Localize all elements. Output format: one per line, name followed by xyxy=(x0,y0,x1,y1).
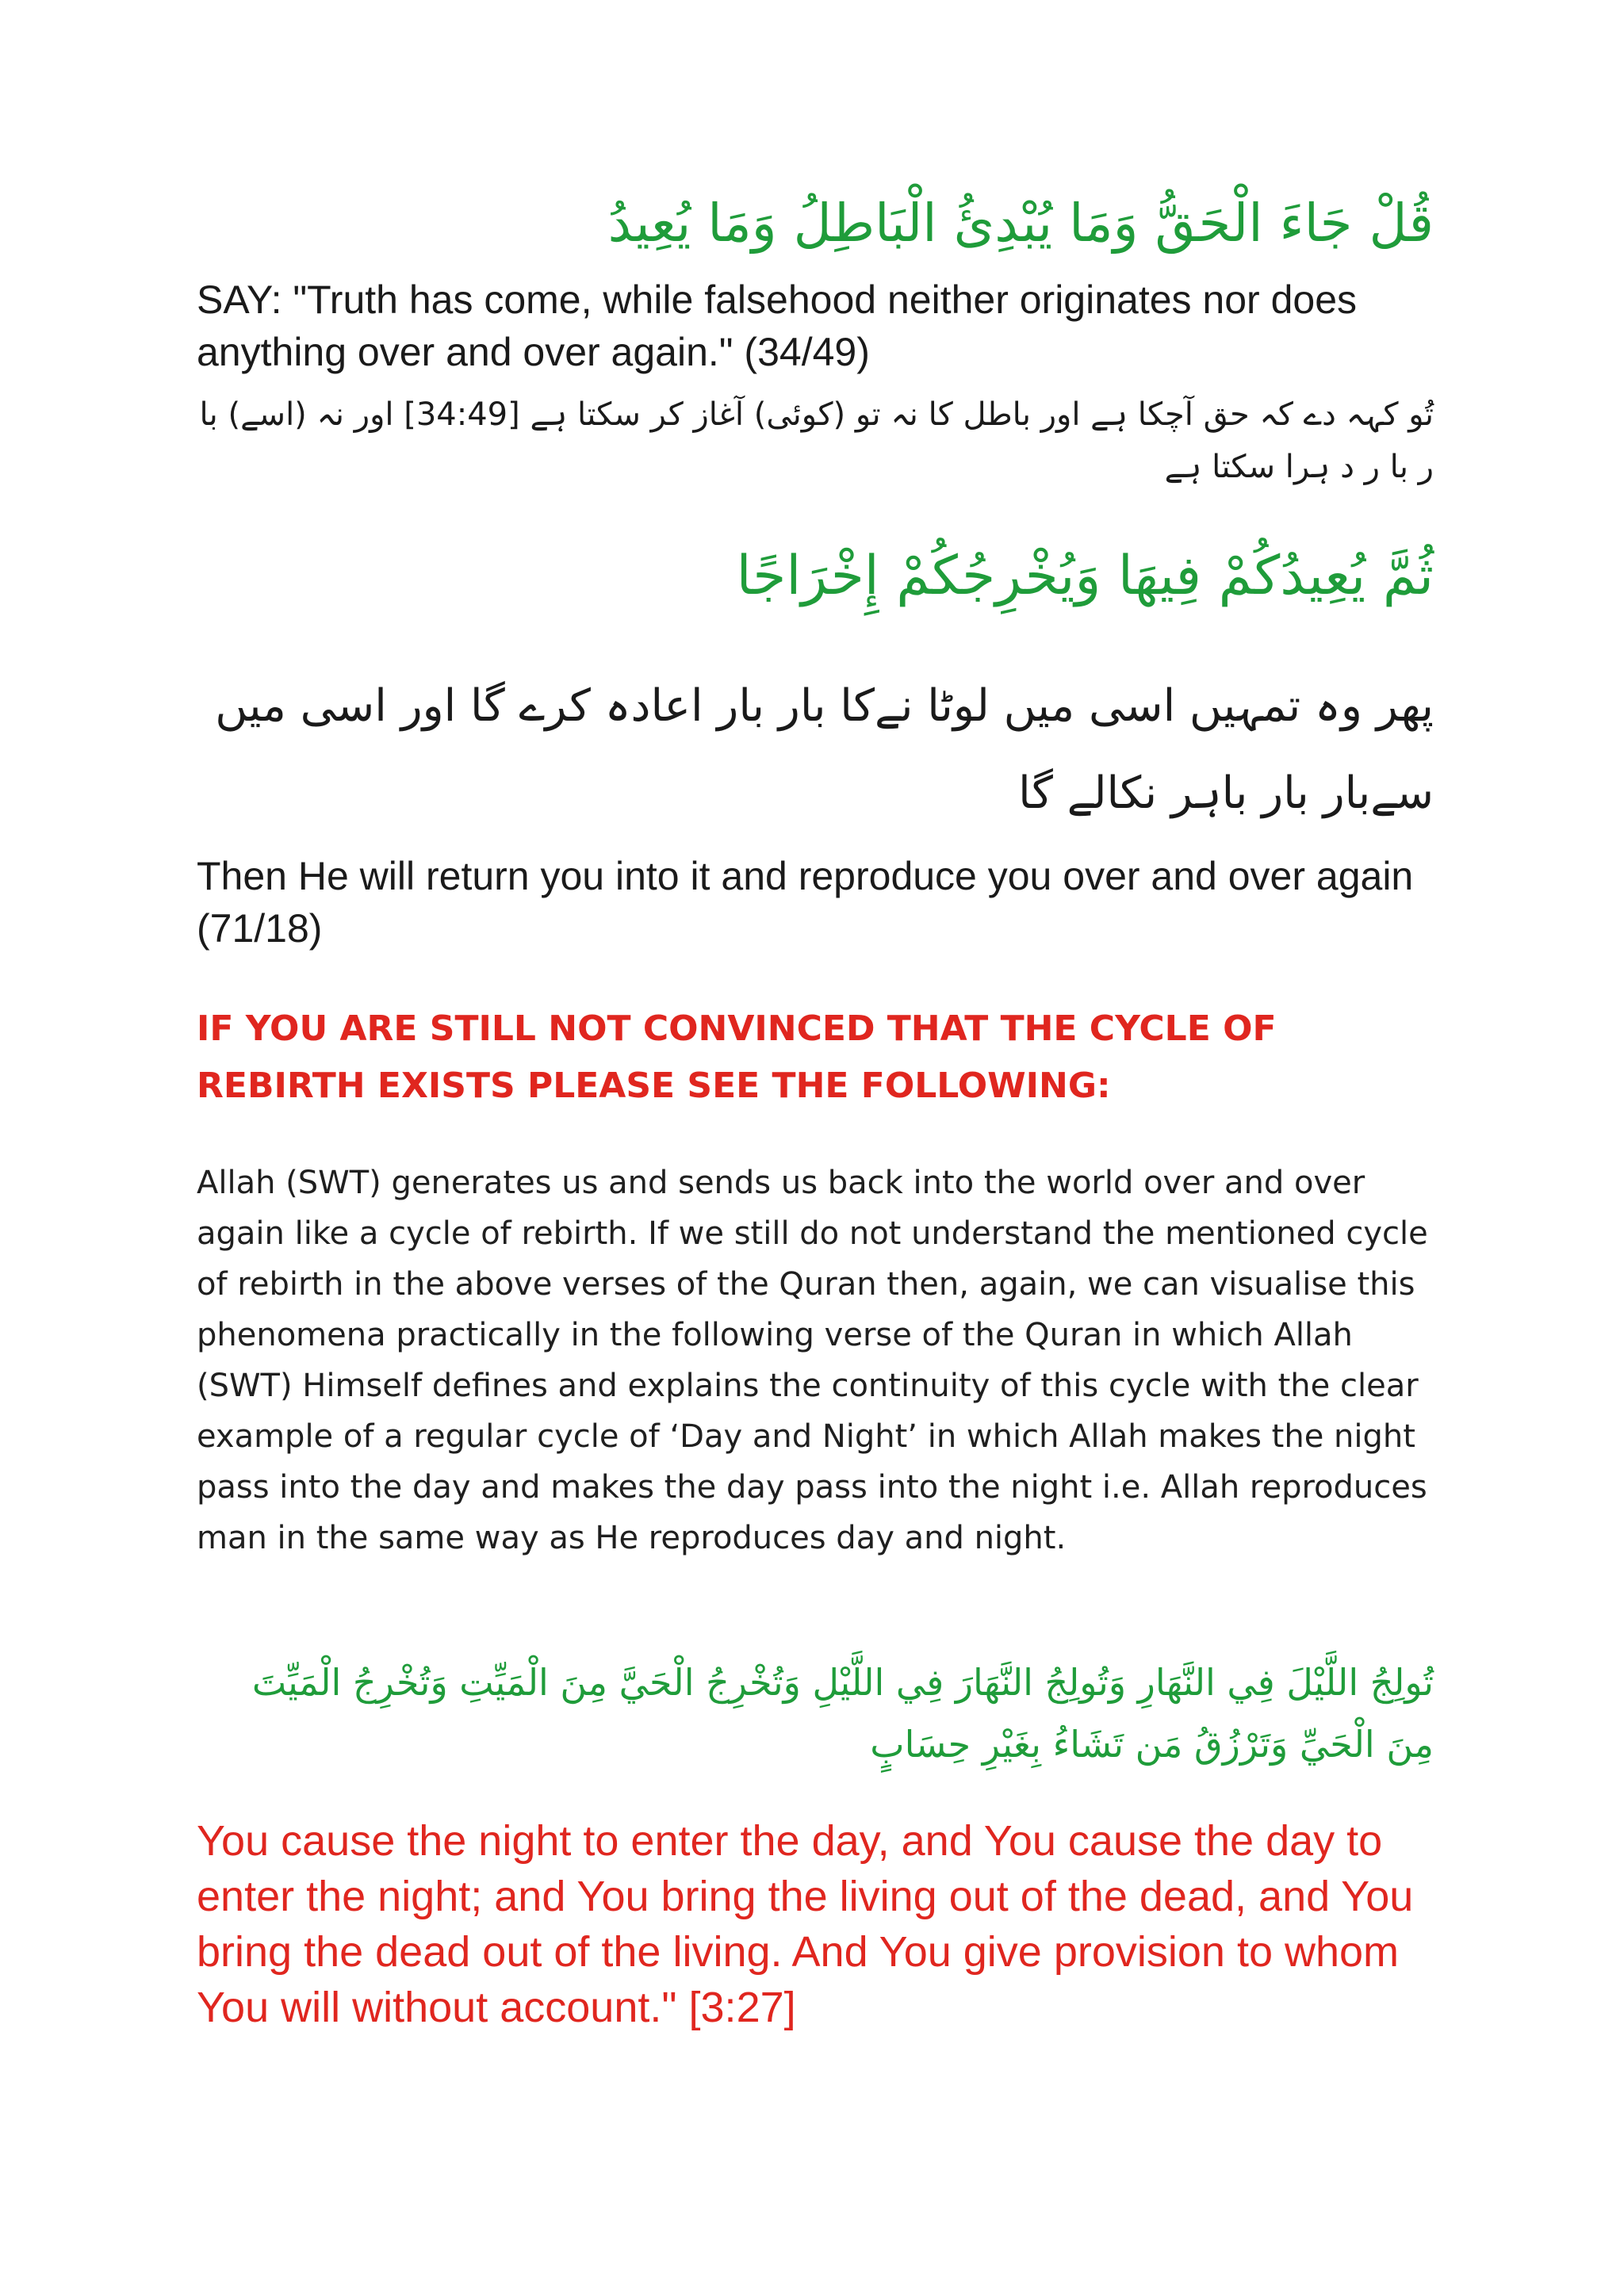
english-translation-34-49: SAY: "Truth has come, while falsehood neither originates nor does anything over and over again." (34/49) xyxy=(197,277,1358,374)
urdu-translation-71-18: پھر وہ تمہیں اسی میں لوٹا نےکا بار بار اعادہ کرے گا اور اسی میں سےبار بار باہر نکالے گا xyxy=(215,680,1434,819)
arabic-verse-34-49: قُلْ جَاءَ الْحَقُّ وَمَا يُبْدِئُ الْبَاطِلُ وَمَا يُعِيدُ xyxy=(607,193,1434,254)
section-heading: IF YOU ARE STILL NOT CONVINCED THAT THE CYCLE OF REBIRTH EXISTS PLEASE SEE THE FOLLOWING: xyxy=(197,1008,1277,1106)
body-paragraph: Allah (SWT) generates us and sends us back into the world over and over again like a cycle of rebirth. If we still do not understand the mentioned cycle of rebirth in the above verses of the Quran then, again, we can visualise this phenomena practically in the following verse of the Quran in which Allah (SWT) Himself defines and explains the continuity of this cycle with the clear example of a regular cycle of ‘Day and Night’ in which Allah makes the night pass into the day and makes the day pass into the night i.e. Allah reproduces man in the same way as He reproduces day and night. xyxy=(197,1165,1428,1556)
english-translation-3-27: You cause the night to enter the day, and You cause the day to enter the night; and You bring the living out of the dead, and You bring the dead out of the living. And You give provision to whom You will without account." [3:27] xyxy=(197,1817,1414,2031)
urdu-translation-34-49: تُو کہہ دے کہ حق آچکا ہے اور باطل کا نہ تو (کوئی) آغاز کر سکتا ہے [34:49] اور نہ (اسے) با ر با ر د ہرا سکتا ہے xyxy=(199,396,1434,485)
arabic-verse-71-18: ثُمَّ يُعِيدُكُمْ فِيهَا وَيُخْرِجُكُمْ إِخْرَاجًا xyxy=(736,545,1434,607)
arabic-verse-3-27: تُولِجُ اللَّيْلَ فِي النَّهَارِ وَتُولِجُ النَّهَارَ فِي اللَّيْلِ وَتُخْرِجُ الْحَيَّ مِنَ الْمَيِّتِ وَتُخْرِجُ الْمَيِّتَ مِنَ الْحَيِّ وَتَرْزُقُ مَن تَشَاءُ بِغَيْرِ حِسَابٍ xyxy=(251,1661,1434,1766)
english-translation-71-18: Then He will return you into it and reproduce you over and over again (71/18) xyxy=(197,854,1414,951)
